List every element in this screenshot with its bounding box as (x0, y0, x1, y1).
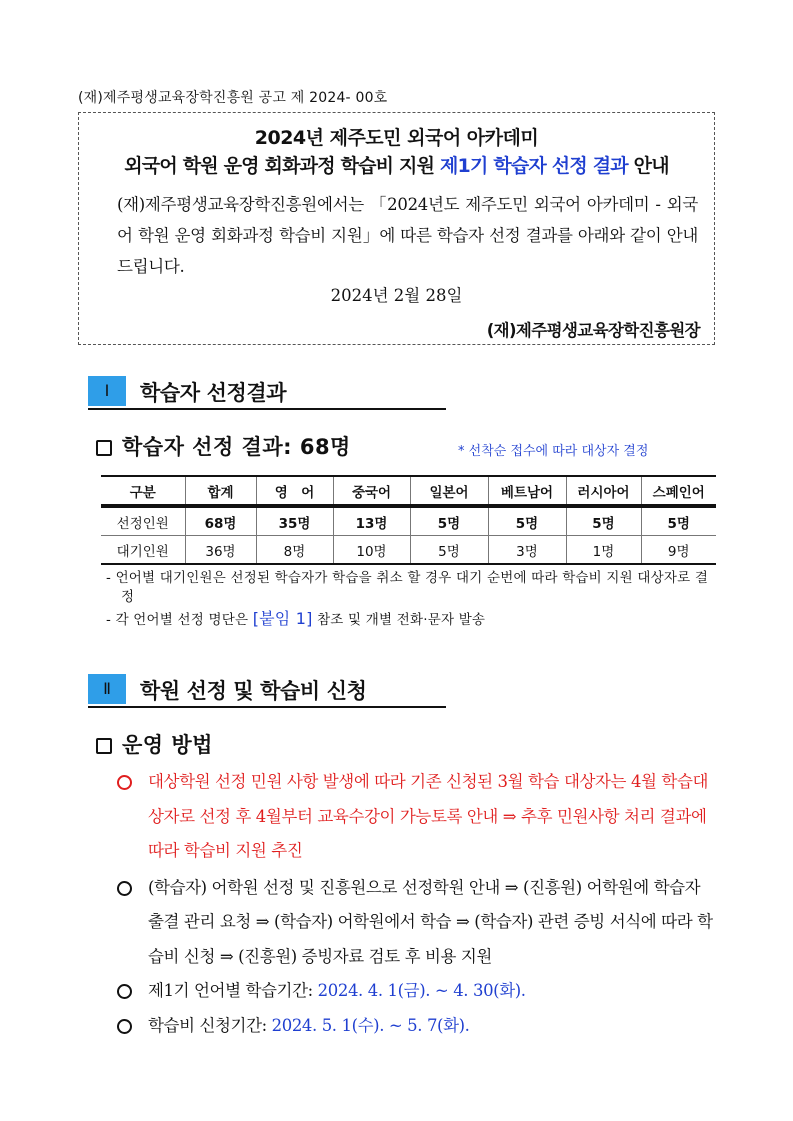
table-cell: 8명 (256, 536, 333, 565)
circle-bullet-icon (117, 775, 132, 790)
list-item (117, 1009, 720, 1044)
table-cell: 대기인원 (101, 536, 185, 565)
title-prefix: 외국어 학원 운영 회화과정 학습비 지원 (124, 155, 440, 177)
bullet-text: (학습자) 어학원 선정 및 진흥원으로 선정학원 안내 ⇒ (진흥원) 어학원에 학습자 출결 관리 요청 ⇒ (학습자) 어학원에서 학습 ⇒ (학습자) 관련 증빙 서식에 따라 학습비 신청 ⇒ (진흥원) 증빙자료 검토 후 비용 지원 (148, 877, 713, 966)
table-header: 스페인어 (641, 476, 716, 506)
note-suffix: 참조 및 개별 전화·문자 발송 (312, 612, 486, 628)
table-row (101, 536, 716, 565)
circle-bullet-icon (117, 984, 132, 999)
notice-title-line2 (79, 151, 714, 178)
section-1-number: Ⅰ (88, 376, 126, 406)
circle-bullet-icon (117, 1019, 132, 1034)
note-waitlist: - 언어별 대기인원은 선정된 학습자가 학습을 취소 할 경우 대기 순번에 따라 학습비 지원 대상자로 결정 (106, 570, 709, 605)
table-cell: 선정인원 (101, 506, 185, 536)
selection-table (101, 475, 716, 565)
circle-bullet-icon (117, 881, 132, 896)
notice-box (78, 112, 715, 345)
table-cell: 35명 (256, 506, 333, 536)
table-cell: 5명 (566, 506, 641, 536)
table-header: 일본어 (410, 476, 488, 506)
list-item (117, 871, 720, 975)
table-header: 러시아어 (566, 476, 641, 506)
table-cell: 5명 (410, 506, 488, 536)
checkbox-icon (96, 440, 112, 456)
bullet-text: 대상학원 선정 민원 사항 발생에 따라 기존 신청된 3월 학습 대상자는 4월 학습대상자로 선정 후 4월부터 교육수강이 가능토록 안내 ⇒ 추후 민원사항 처리 결과에 따라 학습비 지원 추진 (148, 772, 709, 860)
table-cell: 5명 (410, 536, 488, 565)
operation-method-label: 운영 방법 (122, 733, 213, 757)
notice-issuer: (재)제주평생교육장학진흥원장 (486, 321, 700, 340)
table-header: 합계 (185, 476, 256, 506)
bullet-label: 제1기 언어별 학습기간: (148, 981, 318, 1000)
table-row (101, 506, 716, 536)
notice-body-text: (재)제주평생교육장학진흥원에서는 「2024년도 제주도민 외국어 아카데미 - 외국어 학원 운영 회화과정 학습비 지원」에 따른 학습자 선정 결과를 아래와 같이 안내드립니다. (117, 195, 698, 276)
section-2-heading (88, 674, 446, 708)
table-cell: 10명 (333, 536, 410, 565)
table-header: 영 어 (256, 476, 333, 506)
section-1-title: 학습자 선정결과 (140, 381, 287, 405)
announcement-number: (재)제주평생교육장학진흥원 공고 제 2024- 00호 (78, 90, 388, 106)
learning-period: 2024. 4. 1(금). ~ 4. 30(화). (317, 981, 526, 1000)
table-cell: 36명 (185, 536, 256, 565)
checkbox-icon (96, 738, 112, 754)
table-header: 베트남어 (488, 476, 566, 506)
title-suffix: 안내 (627, 155, 669, 177)
bullet-label: 학습비 신청기간: (148, 1015, 272, 1035)
table-cell: 3명 (488, 536, 566, 565)
notice-body (89, 189, 698, 282)
table-cell: 13명 (333, 506, 410, 536)
table-cell: 1명 (566, 536, 641, 565)
list-item (117, 765, 720, 869)
selection-result-label: 학습자 선정 결과: 68명 (122, 435, 351, 459)
table-cell: 9명 (641, 536, 716, 565)
operation-method-subheading (96, 729, 213, 759)
section-2-number: Ⅱ (88, 674, 126, 704)
table-header-row (101, 476, 716, 506)
section-2-title: 학원 선정 및 학습비 신청 (140, 679, 367, 703)
title-highlight: 제1기 학습자 선정 결과 (439, 155, 628, 177)
selection-notes (106, 569, 718, 630)
notice-title-line1: 2024년 제주도민 외국어 아카데미 (254, 127, 539, 149)
table-header: 중국어 (333, 476, 410, 506)
list-item (117, 974, 720, 1009)
selection-note: * 선착순 접수에 따라 대상자 결정 (458, 444, 649, 459)
operation-bullets (117, 765, 720, 1043)
application-period: 2024. 5. 1(수). ~ 5. 7(화). (271, 1015, 470, 1035)
attachment-reference: [붙임 1] (252, 609, 313, 628)
section-1-heading (88, 376, 446, 410)
table-cell: 5명 (488, 506, 566, 536)
note-list-reference (106, 609, 718, 630)
table-header: 구분 (101, 476, 185, 506)
table-cell: 68명 (185, 506, 256, 536)
table-cell: 5명 (641, 506, 716, 536)
notice-date: 2024년 2월 28일 (330, 286, 463, 305)
note-prefix: - 각 언어별 선정 명단은 (106, 612, 253, 628)
selection-result-subheading (96, 431, 351, 461)
